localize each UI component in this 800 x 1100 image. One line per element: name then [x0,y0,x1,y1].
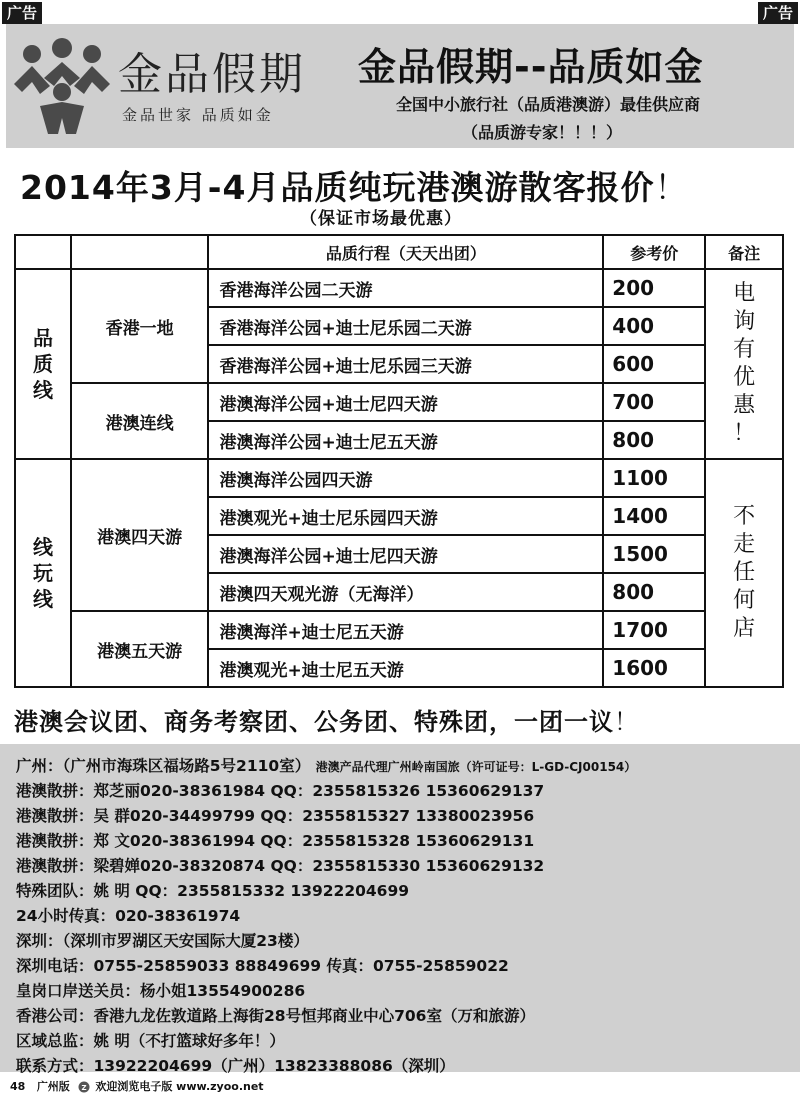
price-cell: 1400 [603,497,705,535]
region-hongkong: 香港一地 [71,269,209,383]
brand-name: 金品假期 [118,49,306,100]
header-title: 金品假期--品质如金 [358,45,704,89]
header-subtitle-2: （品质游专家！！！） [462,123,623,142]
contact-block [0,744,800,1075]
price-cell: 800 [603,421,705,459]
price-cell: 1500 [603,535,705,573]
contact-sales-1: 港澳散拼：郑芝丽020-38361984 QQ：2355815326 15360629137 [16,782,545,800]
header-note: 备注 [705,235,783,269]
group-label-line: 线 玩 线 [15,459,71,687]
contact-sales-2: 港澳散拼：吴 群020-34499799 QQ：2355815327 13380023956 [16,807,535,825]
contact-guangzhou: 广州：（广州市海珠区福场路5号2110室） 港澳产品代理广州岭南国旅（许可证号：L-GD-CJ00154） [16,757,637,775]
edition-label: 广州版 [36,1080,70,1093]
group-label-quality: 品 质 线 [15,269,71,459]
region-four-day: 港澳四天游 [71,459,209,611]
price-cell: 400 [603,307,705,345]
contact-hongkong: 香港公司：香港九龙佐敦道路上海街28号恒邦商业中心706室（万和旅游） [16,1007,535,1025]
people-logo-icon [10,36,114,136]
price-cell: 200 [603,269,705,307]
magazine-logo-icon [77,1081,91,1093]
ad-tag-left: 广告 [2,2,42,24]
route-cell: 香港海洋公园二天游 [208,269,603,307]
table-row [15,383,783,421]
main-title-exclaim: ！ [654,168,689,207]
route-cell: 港澳海洋+迪士尼五天游 [208,611,603,649]
route-cell: 港澳观光+迪士尼五天游 [208,649,603,687]
note-discount: 电 询 有 优 惠 ！ [705,269,783,459]
svg-text:Z: Z [81,1084,88,1092]
contact-fax: 24小时传真：020-38361974 [16,907,241,925]
table-header-row [15,235,783,269]
price-cell: 1100 [603,459,705,497]
note-no-shops: 不 走 任 何 店 [705,459,783,687]
contact-director: 区域总监：姚 明（不打篮球好多年！） [16,1032,285,1050]
price-cell: 700 [603,383,705,421]
header-price: 参考价 [603,235,705,269]
route-cell: 香港海洋公园+迪士尼乐园三天游 [208,345,603,383]
footer [10,1078,264,1094]
table-row [15,611,783,649]
price-cell: 1700 [603,611,705,649]
group-types-text: 港澳会议团、商务考察团、公务团、特殊团，一团一议 [14,708,614,736]
route-cell: 港澳四天观光游（无海洋） [208,573,603,611]
route-cell: 港澳海洋公园+迪士尼五天游 [208,421,603,459]
price-table [14,234,784,688]
footer-url[interactable]: www.zyoo.net [176,1080,264,1093]
header-route: 品质行程（天天出团） [208,235,603,269]
header-banner [6,24,794,148]
price-cell: 800 [603,573,705,611]
contact-way: 联系方式：13922204699（广州）13823388086（深圳） [16,1057,455,1075]
ad-tag-right: 广告 [758,2,798,24]
route-cell: 港澳观光+迪士尼乐园四天游 [208,497,603,535]
price-cell: 1600 [603,649,705,687]
contact-sales-4: 港澳散拼：梁碧婵020-38320874 QQ：2355815330 15360629132 [16,857,545,875]
main-title [20,162,688,209]
contact-shenzhen-phone: 深圳电话：0755-25859033 88849699 传真：0755-25859022 [16,957,509,975]
region-hk-macau: 港澳连线 [71,383,209,459]
header-subtitle: 全国中小旅行社（品质港澳游）最佳供应商 [396,95,701,114]
table-row [15,459,783,497]
page-number: 48 [10,1080,26,1093]
main-subtitle: （保证市场最优惠） [300,209,462,229]
contact-shenzhen: 深圳：（深圳市罗湖区天安国际大厦23楼） [16,932,309,950]
route-cell: 香港海洋公园+迪士尼乐园二天游 [208,307,603,345]
footer-slogan: 欢迎浏览电子版 [95,1080,173,1093]
brand-slogan: 金品世家 品质如金 [122,106,274,124]
contact-port: 皇岗口岸送关员：杨小姐13554900286 [16,982,306,1000]
header-blank-2 [71,235,209,269]
group-types-exclaim: ！ [614,708,639,736]
table-row [15,269,783,307]
route-cell: 港澳海洋公园+迪士尼四天游 [208,383,603,421]
header-blank-1 [15,235,71,269]
group-types-line [14,702,639,737]
contact-special: 特殊团队：姚 明 QQ：2355815332 13922204699 [16,882,410,900]
route-cell: 港澳海洋公园+迪士尼四天游 [208,535,603,573]
price-cell: 600 [603,345,705,383]
main-title-text: 2014年3月-4月品质纯玩港澳游散客报价 [20,168,655,207]
region-five-day: 港澳五天游 [71,611,209,687]
contact-sales-3: 港澳散拼：郑 文020-38361994 QQ：2355815328 15360629131 [16,832,535,850]
route-cell: 港澳海洋公园四天游 [208,459,603,497]
